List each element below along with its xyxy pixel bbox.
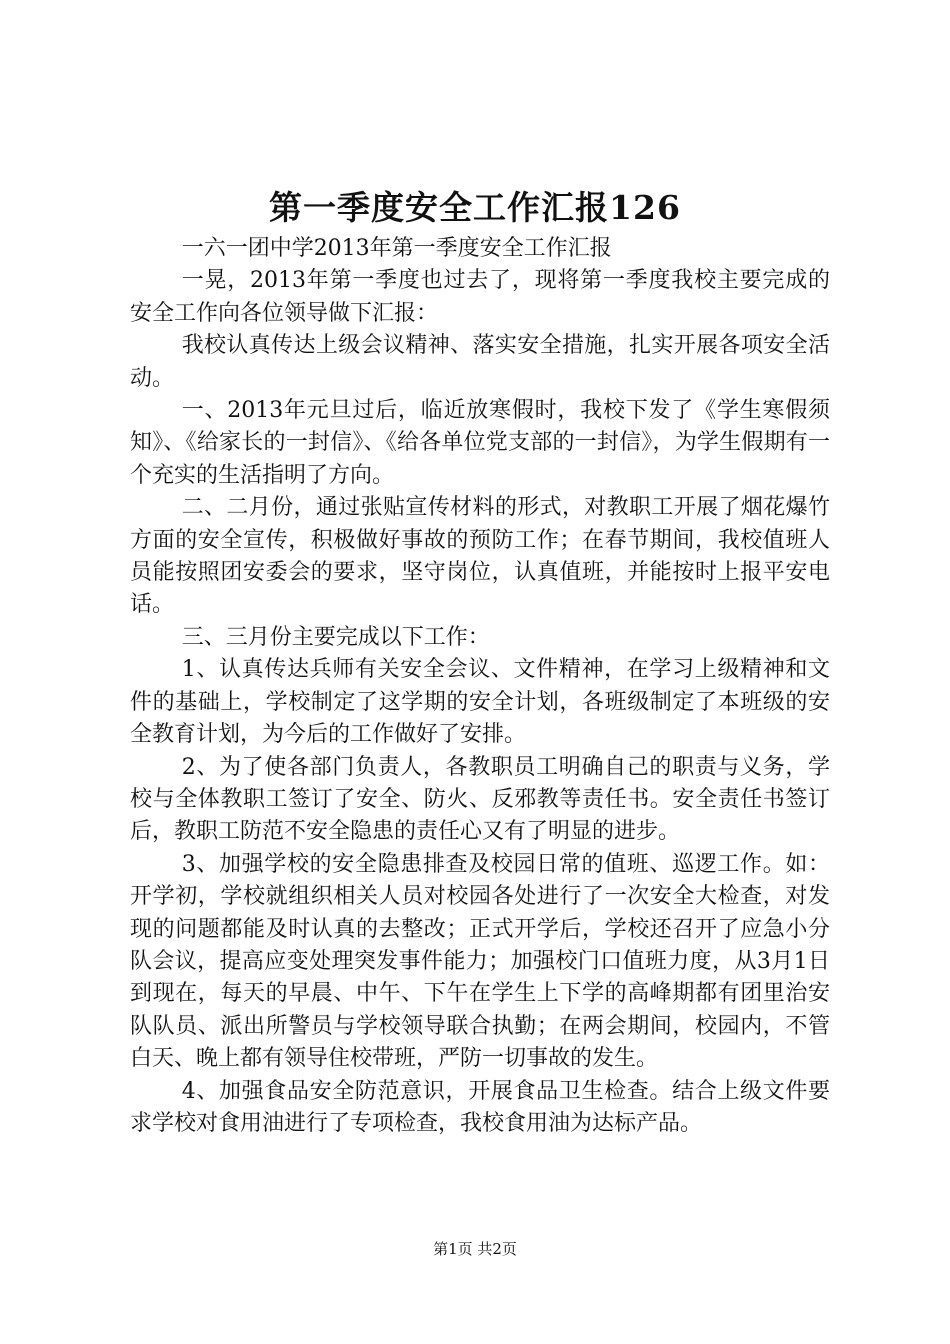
paragraph-item-4: 4、加强食品安全防范意识，开展食品卫生检查。结合上级文件要求学校对食用油进行了专项检查，我校食用油为达标产品。 <box>130 1078 830 1136</box>
paragraph-section-3: 三、三月份主要完成以下工作： <box>181 624 490 650</box>
paragraph-subtitle: 一六一团中学2013年第一季度安全工作汇报 <box>181 236 612 261</box>
paragraph-section-1: 一、2013年元旦过后，临近放寒假时，我校下发了《学生寒假须知》、《给家长的一封信》、《给各单位党支部的一封信》，为学生假期有一个充实的生活指明了方向。 <box>130 398 830 488</box>
paragraph-item-1: 1、认真传达兵师有关安全会议、文件精神，在学习上级精神和文件的基础上，学校制定了这学期的安全计划，各班级制定了本班级的安全教育计划，为今后的工作做好了安排。 <box>130 657 830 748</box>
page-footer: 第1页 共2页 <box>433 1240 517 1258</box>
paragraph-overview: 我校认真传达上级会议精神、落实安全措施，扎实开展各项安全活动。 <box>130 333 830 391</box>
paragraph-section-2: 二、二月份，通过张贴宣传材料的形式，对教职工开展了烟花爆竹方面的安全宣传，积极做好事故的预防工作；在春节期间，我校值班人员能按照团安委会的要求，坚守岗位，认真值班，并能按时上报平安电话。 <box>130 495 830 618</box>
paragraph-item-3: 3、加强学校的安全隐患排查及校园日常的值班、巡逻工作。如：开学初，学校就组织相关人员对校园各处进行了一次安全大检查，对发现的问题都能及时认真的去整改；正式开学后，学校还召开了应急小分队会议，提高应变处理突发事件能力；加强校门口值班力度，从3月1日到现在，每天的早晨、中午、下午在学生上下学的高峰期都有团里治安队队员、派出所警员与学校领导联合执勤；在两会期间，校园内，不管白天、晚上都有领导住校带班，严防一切事故的发生。 <box>130 851 830 1072</box>
paragraph-item-2: 2、为了使各部门负责人，各教职员工明确自己的职责与义务，学校与全体教职工签订了安全、防火、反邪教等责任书。安全责任书签订后，教职工防范不安全隐患的责任心又有了明显的进步。 <box>130 754 830 845</box>
document-body <box>130 233 830 1140</box>
document-title: 第一季度安全工作汇报126 <box>269 188 681 227</box>
paragraph-intro: 一晃，2013年第一季度也过去了，现将第一季度我校主要完成的安全工作向各位领导做下汇报： <box>130 268 830 326</box>
